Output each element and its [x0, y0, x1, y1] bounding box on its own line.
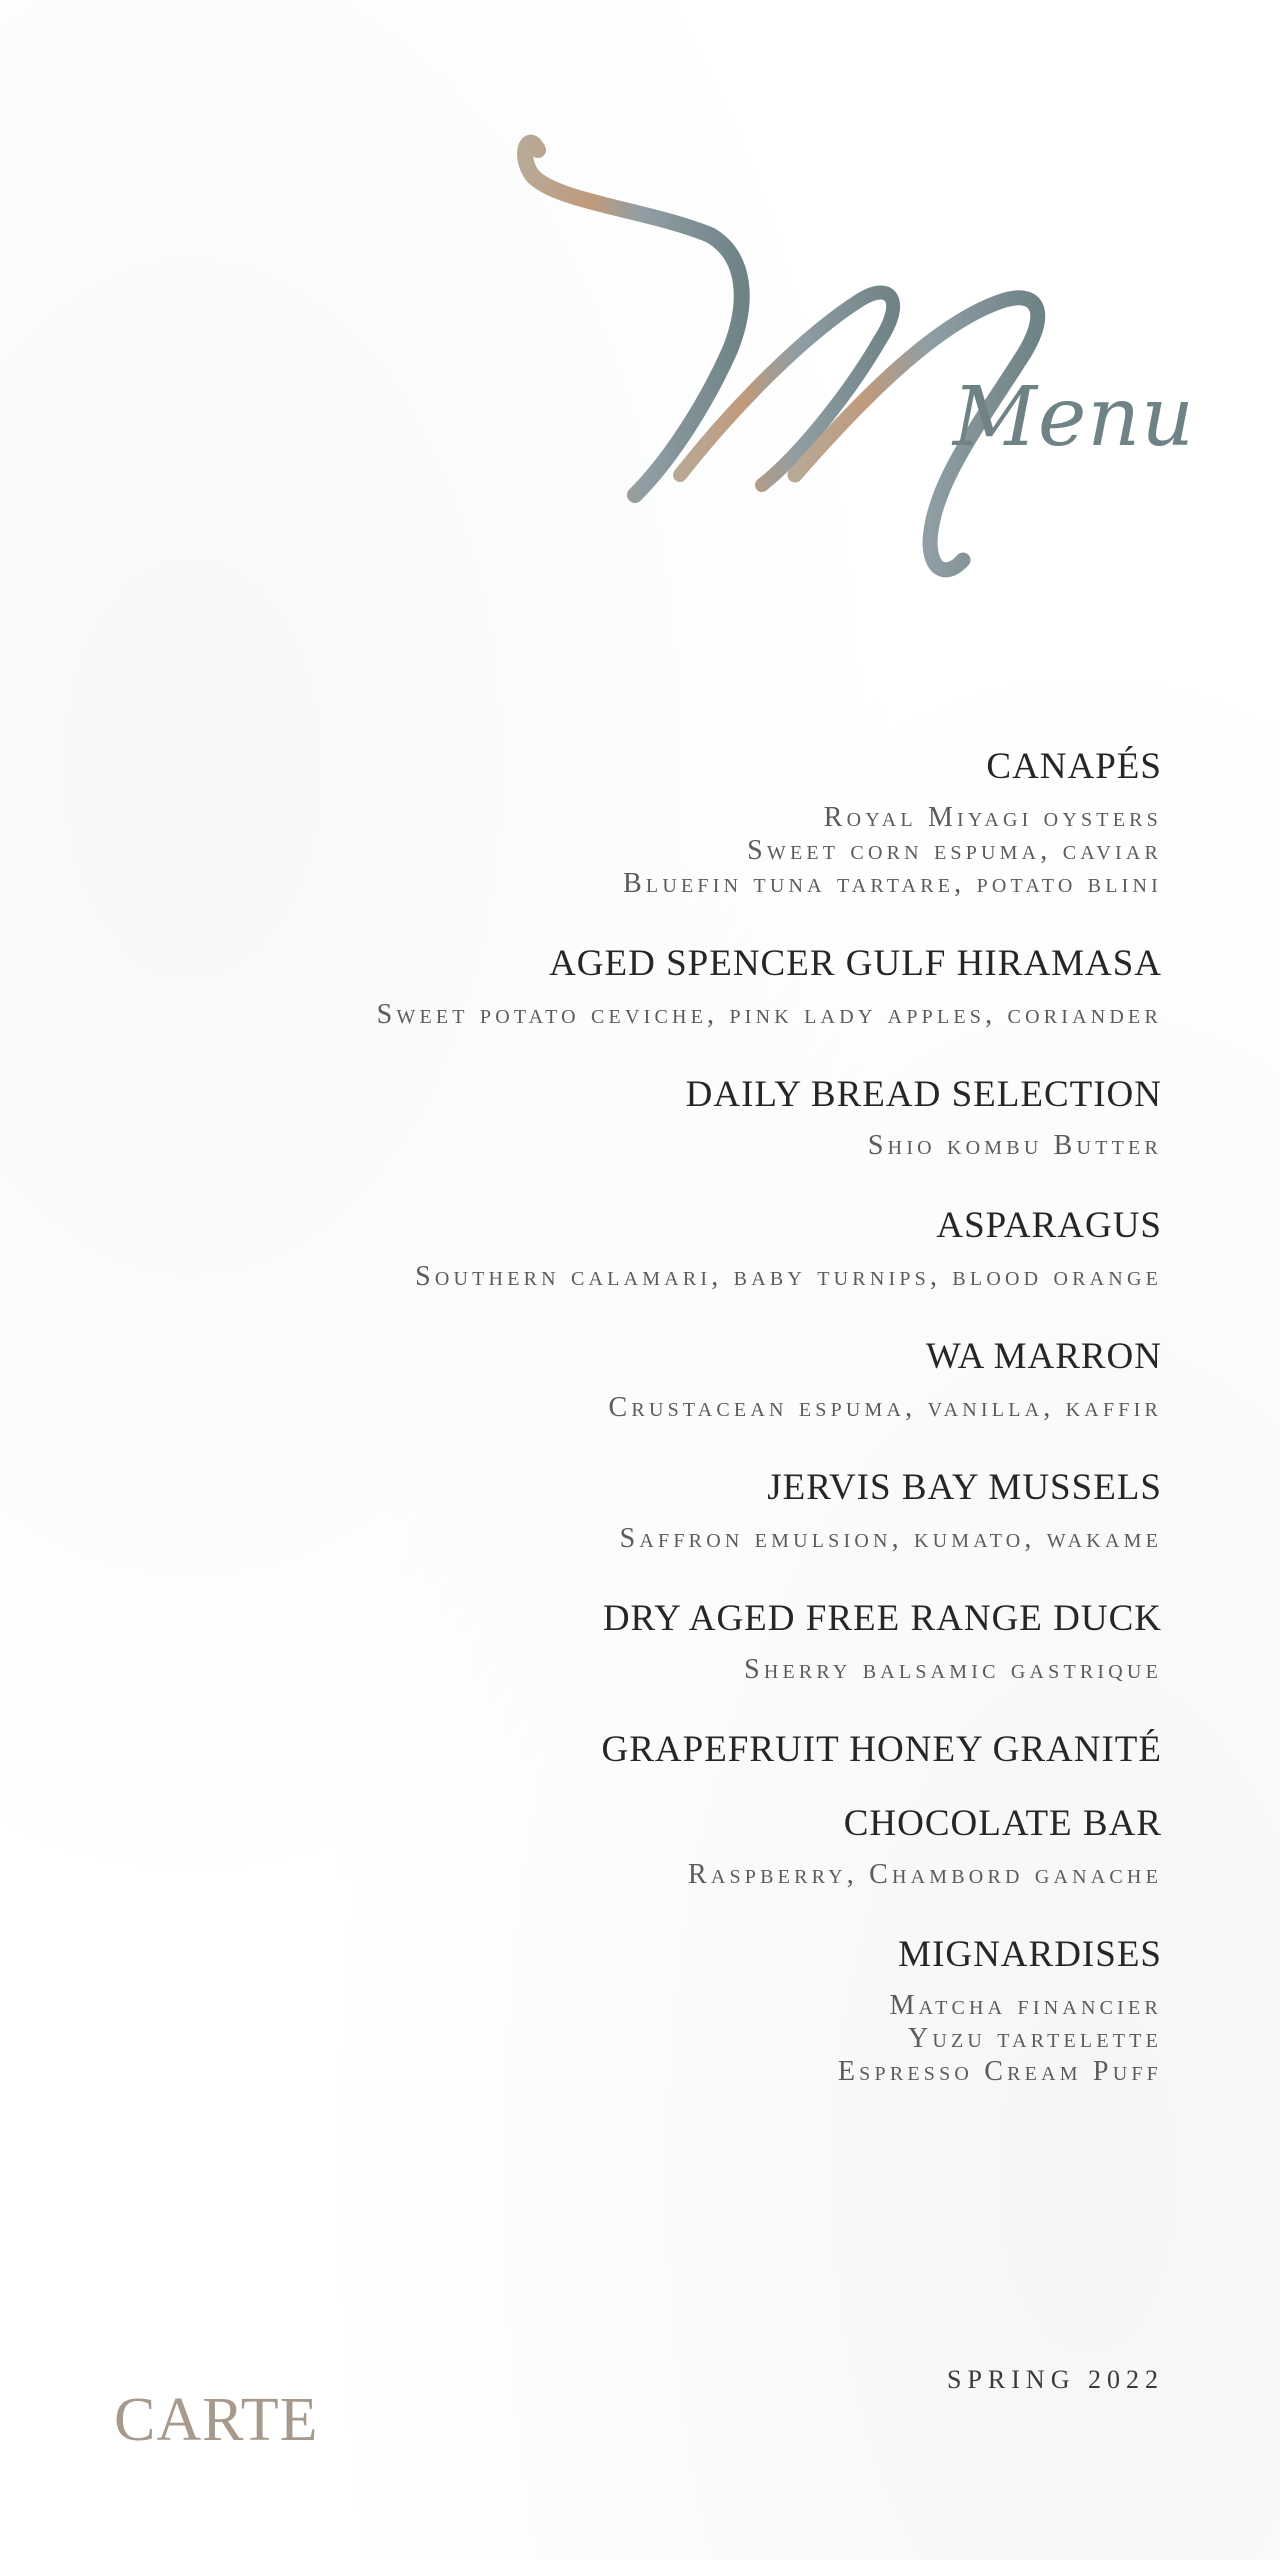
menu-section-duck [112, 1597, 1162, 1686]
menu-item: Sweet potato ceviche, pink lady apples, coriander [376, 999, 1162, 1030]
section-items [112, 1989, 1162, 2088]
section-items [112, 1391, 1162, 1424]
menu-list [112, 745, 1162, 2130]
section-title: DAILY BREAD SELECTION [685, 1074, 1162, 1115]
section-title: ASPARAGUS [936, 1205, 1162, 1246]
menu-item: Sherry balsamic gastrique [744, 1654, 1162, 1685]
menu-item: Yuzu tartelette [907, 2023, 1162, 2054]
menu-section-bread [112, 1073, 1162, 1162]
section-title: CANAPÉS [986, 746, 1162, 787]
section-items [112, 998, 1162, 1031]
section-title: DRY AGED FREE RANGE DUCK [602, 1598, 1162, 1639]
menu-item: Bluefin tuna tartare, potato blini [623, 868, 1162, 899]
menu-item: Southern calamari, baby turnips, blood orange [415, 1261, 1162, 1292]
section-title: CHOCOLATE BAR [843, 1803, 1162, 1844]
menu-section-marron [112, 1335, 1162, 1424]
menu-title [500, 130, 1200, 600]
section-items [112, 1129, 1162, 1162]
menu-item: Sweet corn espuma, caviar [747, 835, 1162, 866]
menu-item: Raspberry, Chambord ganache [687, 1859, 1162, 1890]
season-label: SPRING 2022 [947, 2365, 1164, 2394]
section-title: AGED SPENCER GULF HIRAMASA [549, 943, 1162, 984]
section-items [112, 1522, 1162, 1555]
menu-section-asparagus [112, 1204, 1162, 1293]
section-title: GRAPEFRUIT HONEY GRANITÉ [601, 1729, 1162, 1770]
menu-item: Crustacean espuma, vanilla, kaffir [608, 1392, 1162, 1423]
section-items [112, 801, 1162, 900]
section-title: JERVIS BAY MUSSELS [767, 1467, 1162, 1508]
brand-logo: CARTE [114, 2386, 319, 2454]
menu-item: Shio kombu Butter [867, 1130, 1162, 1161]
menu-item: Matcha financier [889, 1990, 1162, 2021]
menu-section-hiramasa [112, 942, 1162, 1031]
menu-section-granite [112, 1728, 1162, 1772]
section-title: MIGNARDISES [898, 1934, 1162, 1975]
menu-item: Royal Miyagi oysters [823, 802, 1162, 833]
section-title: WA MARRON [925, 1336, 1162, 1377]
menu-section-mussels [112, 1466, 1162, 1555]
menu-script-title [500, 130, 1200, 600]
menu-title-text: Menu [952, 370, 1195, 465]
menu-item: Saffron emulsion, kumato, wakame [619, 1523, 1162, 1554]
menu-section-canapes [112, 745, 1162, 900]
menu-item: Espresso Cream Puff [837, 2056, 1162, 2087]
section-items [112, 1260, 1162, 1293]
menu-section-mignardises [112, 1933, 1162, 2088]
section-items [112, 1858, 1162, 1891]
section-items [112, 1653, 1162, 1686]
menu-section-chocolate [112, 1802, 1162, 1891]
